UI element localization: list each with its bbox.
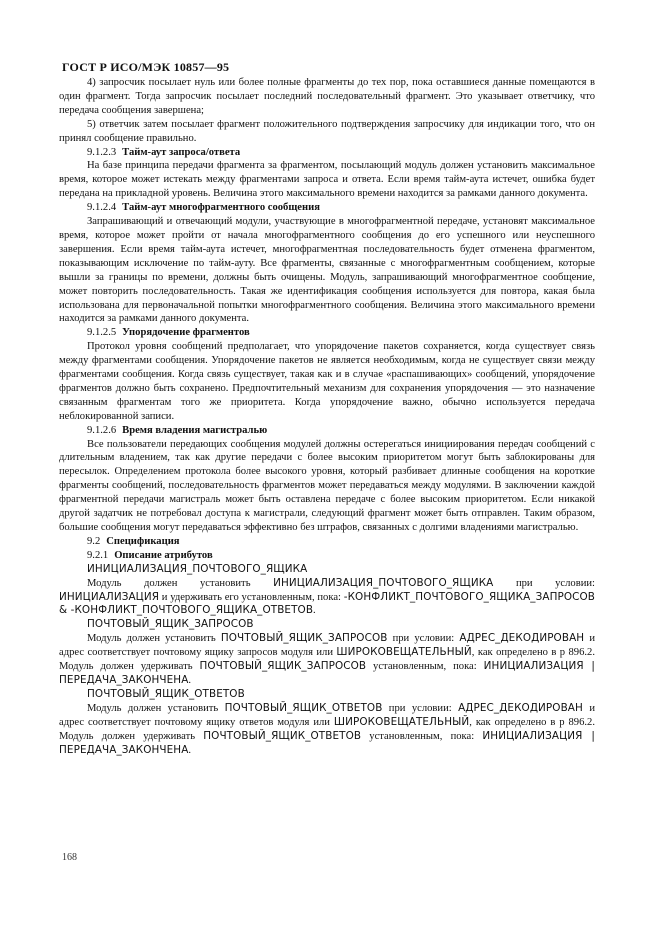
section-number: 9.1.2.6 [87,424,117,436]
section-heading-9126 [59,424,595,438]
attribute-name-request-mailbox: ПОЧТОВЫЙ_ЯЩИК_ЗАПРОСОВ [87,618,254,631]
paragraph-list-item-5: 5) ответчик затем посылает фрагмент положительного подтверждения запросчику для индикации того, что он принял сообщение правильно. [59,118,595,144]
section-body-9123: На базе принципа передачи фрагмента за фрагментом, посылающий модуль должен установить максимальное время, которое может истекать между фрагментами запроса и ответа. Если время тайм-аута истечет, ошибка будет передана на прикладной уровень. Величина этого максимального времени находится за рамками данного документа. [59,160,595,200]
section-heading-921 [59,549,595,563]
document-header: ГОСТ Р ИСО/МЭК 10857—95 [62,60,230,74]
section-number: 9.2 [87,535,101,547]
section-body-9124: Запрашивающий и отвечающий модули, участвующие в многофрагментной передаче, установят максимальное время, которое может пройти от начала многофрагментного сообщения до его успешного или неуспешного завершения. Если время тайм-аута истечет, многофрагментная последовательность будет отменена фрагментом, показывающим исключение по тайм-ауту. Все фрагменты, связанные с многофрагментным сообщением, которые вышли за границы по времени, должны быть очищены. Модуль, запрашивающий многофрагментное сообщение, может повторить последовательность. Такая же идентификация сообщения используется для повтора, какая была использована для первоначальной попытки многофрагментного сообщения. Величина этого максимального времени находится за рамками данного документа. [59,216,595,325]
section-title: Спецификация [106,535,180,547]
section-body-9125: Протокол уровня сообщений предполагает, что упорядочение пакетов сохраняется, когда существует связь между фрагментами сообщения. Упорядочение пакетов не является необходимым, когда не существует связи между фрагментами сообщения. Когда связь существует, такая как и в случае «распашивающих» сообщений, упорядочение фрагментов должно быть сохранено. Предпочтительный механизм для сохранения упорядочения — это назначение связанным фрагментам того же приоритета. Когда упорядочение важно, обычно используется передача неблокированной записи. [59,341,595,422]
section-title: Тайм-аут запроса/ответа [122,146,241,158]
section-title: Время владения магистралью [122,424,268,436]
section-title: Описание атрибутов [114,549,213,561]
attribute-name-response-mailbox: ПОЧТОВЫЙ_ЯЩИК_ОТВЕТОВ [87,687,245,700]
section-body-9126: Все пользователи передающих сообщения модулей должны остерегаться инициирования передач сообщений с длительным владением, так как другие передачи с более высоким приоритетом могут быть заблокированы для пересылок. Определением протокола более высокого уровня, который разбивает длинные сообщения на короткие фрагменты сообщений, последовательность фрагментов может передаваться между модулями. В заключении каждой фрагментной передачи магистраль может быть оставлена передаче с более высоким приоритетом. Если никакой другой задатчик не потребовал доступа к магистрали, следующий фрагмент может быть отправлен. Таким образом, большие сообщения могут передаваться эффективно без штрафов, связанных с долгими владениями магистралью. [59,438,595,533]
page-number: 168 [62,852,77,863]
section-number: 9.1.2.5 [87,327,117,339]
attribute-description-request-mailbox: Модуль должен установить ПОЧТОВЫЙ_ЯЩИК_ЗАПРОСОВ при условии: АДРЕС_ДЕКОДИРОВАН и адрес соответствует почтовому ящику запросов модуля или ШИРОКОВЕЩАТЕЛЬНЫЙ, как определено в р 896.2. Модуль должен удерживать ПОЧТОВЫЙ_ЯЩИК_ЗАПРОСОВ установленным, пока: ИНИЦИАЛИЗАЦИЯ | ПЕРЕДАЧА_ЗАКОНЧЕНА. [59,632,596,686]
page-body [59,76,595,757]
paragraph-list-item-4: 4) запросчик посылает нуль или более полные фрагменты до тех пор, пока оставшиеся данные помещаются в один фрагмент. Тогда запросчик посылает последний последовательный фрагмент. Это указывает ответчику, что передача сообщения завершена; [59,77,595,116]
section-heading-92 [59,535,595,549]
section-number: 9.1.2.3 [87,146,117,158]
section-number: 9.1.2.4 [87,202,117,214]
section-heading-9125 [59,326,595,340]
section-heading-9123 [59,146,595,160]
attribute-description-response-mailbox: Модуль должен установить ПОЧТОВЫЙ_ЯЩИК_ОТВЕТОВ при условии: АДРЕС_ДЕКОДИРОВАН и адрес соответствует почтовому ящику ответов модуля или ШИРОКОВЕЩАТЕЛЬНЫЙ, как определено в р 896.2. Модуль должен удерживать ПОЧТОВЫЙ_ЯЩИК_ОТВЕТОВ установленным, пока: ИНИЦИАЛИЗАЦИЯ | ПЕРЕДАЧА_ЗАКОНЧЕНА. [59,701,595,756]
section-heading-9124 [59,201,595,215]
attribute-name-init-mailbox: ИНИЦИАЛИЗАЦИЯ_ПОЧТОВОГО_ЯЩИКА [87,562,308,575]
section-title: Тайм-аут многофрагментного сообщения [122,202,320,214]
attribute-description-init-mailbox: Модуль должен установить ИНИЦИАЛИЗАЦИЯ_ПОЧТОВОГО_ЯЩИКА при условии: ИНИЦИАЛИЗАЦИЯ и удерживать его установленным, пока: -КОНФЛИКТ_ПОЧТОВОГО_ЯЩИКА_ЗАПРОСОВ & -КОНФЛИКТ_ПОЧТОВОГО_ЯЩИКА_ОТВЕТОВ. [59,576,595,617]
section-title: Упорядочение фрагментов [122,327,250,339]
section-number: 9.2.1 [87,549,109,561]
